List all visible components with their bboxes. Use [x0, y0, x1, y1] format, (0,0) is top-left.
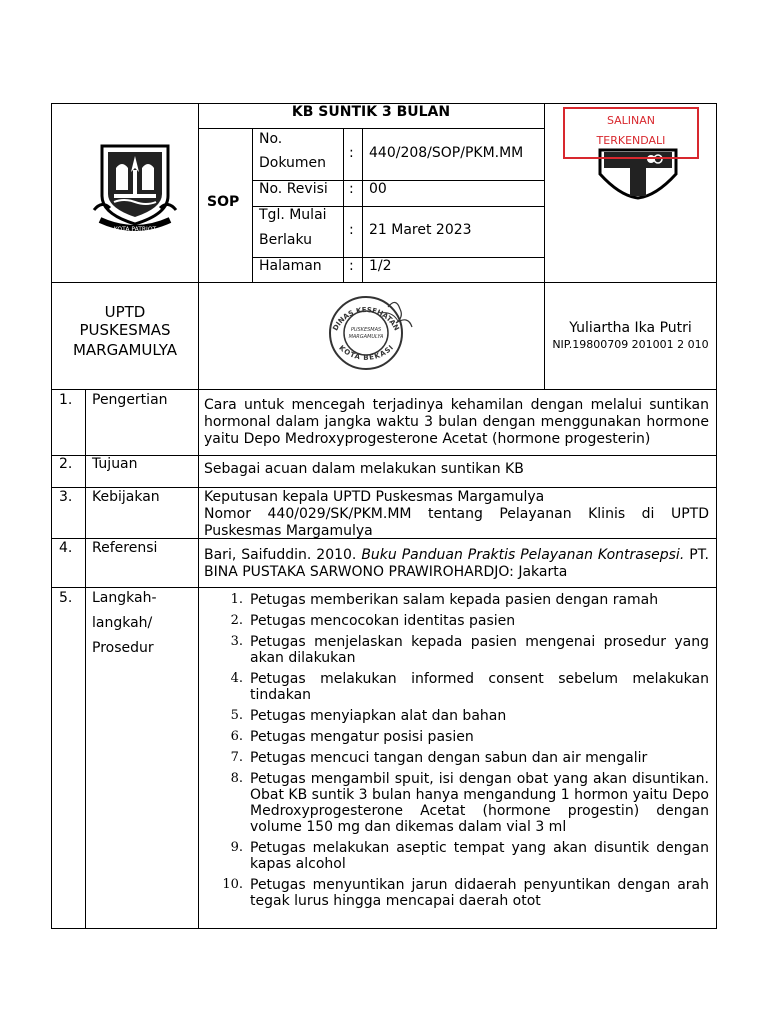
section-3-number: 3. [59, 489, 73, 505]
document-title: KB SUNTIK 3 BULAN [291, 104, 451, 120]
procedure-step: 8. Petugas mengambil spuit, isi dengan obat yang akan disuntikan. Obat KB suntik 3 bulan hanya mengandung 1 hormon yaitu Depo Medroxyprogesterone Acetat (hormone progestin) dengan volume 150 mg dan dikemas dalam vial 3 ml [230, 771, 709, 835]
signer-name: Yuliartha Ika Putri [569, 320, 692, 336]
meta-label-halaman: Halaman [259, 258, 322, 274]
meta-sep: : [349, 145, 354, 161]
meta-label-no-revisi: No. Revisi [259, 181, 328, 197]
section-3-line-2: Nomor 440/029/SK/PKM.MM tentang Pelayanan Klinis di UPTD Puskesmas Margamulya [204, 506, 709, 539]
svg-text:DINAS KESEHATAN: DINAS KESEHATAN [331, 306, 401, 333]
section-4-content: Bari, Saifuddin. 2010. Buku Panduan Praktis Pelayanan Kontrasepsi. PT. BINA PUSTAKA SARWONO PRAWIROHARDJO: Jakarta [204, 547, 710, 580]
section-4-number: 4. [59, 540, 73, 556]
meta-sep: : [349, 258, 354, 274]
procedure-step: 1. Petugas memberikan salam kepada pasien dengan ramah [230, 592, 659, 608]
org-line-2: PUSKESMAS [79, 321, 171, 339]
section-1-number: 1. [59, 392, 73, 408]
procedure-step: 9. Petugas melakukan aseptic tempat yang akan disuntik dengan kapas alcohol [230, 840, 709, 872]
section-1-content: Cara untuk mencegah terjadinya kehamilan dengan melalui suntikan hormonal dalam jangka waktu 3 bulan dengan menggunakan hormone yaitu Depo Medroxyprogesterone Acetat (hormone progesterin) [204, 397, 709, 447]
procedure-step: 5. Petugas menyiapkan alat dan bahan [230, 708, 507, 724]
section-5-title-2: langkah/ [92, 615, 153, 631]
meta-label-no-dokumen-1: No. [259, 131, 283, 147]
meta-value-no-revisi: 00 [369, 181, 387, 197]
meta-value-no-dokumen: 440/208/SOP/PKM.MM [369, 145, 524, 161]
salinan-terkendali-stamp [563, 107, 699, 159]
meta-label-tgl-1: Tgl. Mulai [259, 207, 327, 223]
procedure-step: 10. Petugas menyuntikan jarun didaerah penyuntikan dengan arah tegak lurus hingga mencapai daerah otot [222, 877, 709, 909]
svg-text:MARGAMULYA: MARGAMULYA [348, 334, 384, 340]
section-5-title-1: Langkah- [92, 590, 157, 606]
section-5-title-3: Prosedur [92, 640, 154, 656]
stamp-line-2: TERKENDALI [596, 134, 666, 147]
procedure-step: 3. Petugas menjelaskan kepada pasien mengenai prosedur yang akan dilakukan [230, 634, 709, 666]
meta-value-tgl: 21 Maret 2023 [369, 222, 472, 238]
procedure-steps [203, 592, 709, 914]
procedure-step: 7. Petugas mencuci tangan dengan sabun dan air mengalir [230, 750, 648, 766]
section-5-number: 5. [59, 590, 73, 606]
section-3-title: Kebijakan [92, 489, 160, 505]
section-1-title: Pengertian [92, 392, 168, 408]
section-4-title: Referensi [92, 540, 158, 556]
section-2-title: Tujuan [92, 456, 138, 472]
meta-label-tgl-2: Berlaku [259, 232, 312, 248]
svg-text:KOTA BEKASI: KOTA BEKASI [337, 343, 395, 362]
official-seal [326, 293, 416, 373]
sop-label: SOP [207, 194, 240, 210]
section-3-line-1: Keputusan kepala UPTD Puskesmas Margamulya [204, 489, 545, 505]
procedure-step: 4. Petugas melakukan informed consent sebelum melakukan tindakan [230, 671, 709, 703]
svg-text:KOTA PATRIOT: KOTA PATRIOT [113, 226, 157, 233]
signer-nip: NIP.19800709 201001 2 010 [552, 338, 709, 351]
svg-text:PUSKESMAS: PUSKESMAS [350, 327, 382, 333]
procedure-step: 2. Petugas mencocokan identitas pasien [230, 613, 516, 629]
org-line-3: MARGAMULYA [72, 341, 178, 359]
section-2-number: 2. [59, 456, 73, 472]
procedure-step: 6. Petugas mengatur posisi pasien [230, 729, 474, 745]
stamp-line-1: SALINAN [606, 114, 656, 127]
meta-value-halaman: 1/2 [369, 258, 392, 274]
meta-sep: : [349, 222, 354, 238]
meta-sep: : [349, 181, 354, 197]
kota-bekasi-logo [92, 138, 178, 236]
org-line-1: UPTD [104, 303, 146, 321]
section-2-content: Sebagai acuan dalam melakukan suntikan KB [204, 461, 524, 477]
meta-label-no-dokumen-2: Dokumen [259, 155, 327, 171]
